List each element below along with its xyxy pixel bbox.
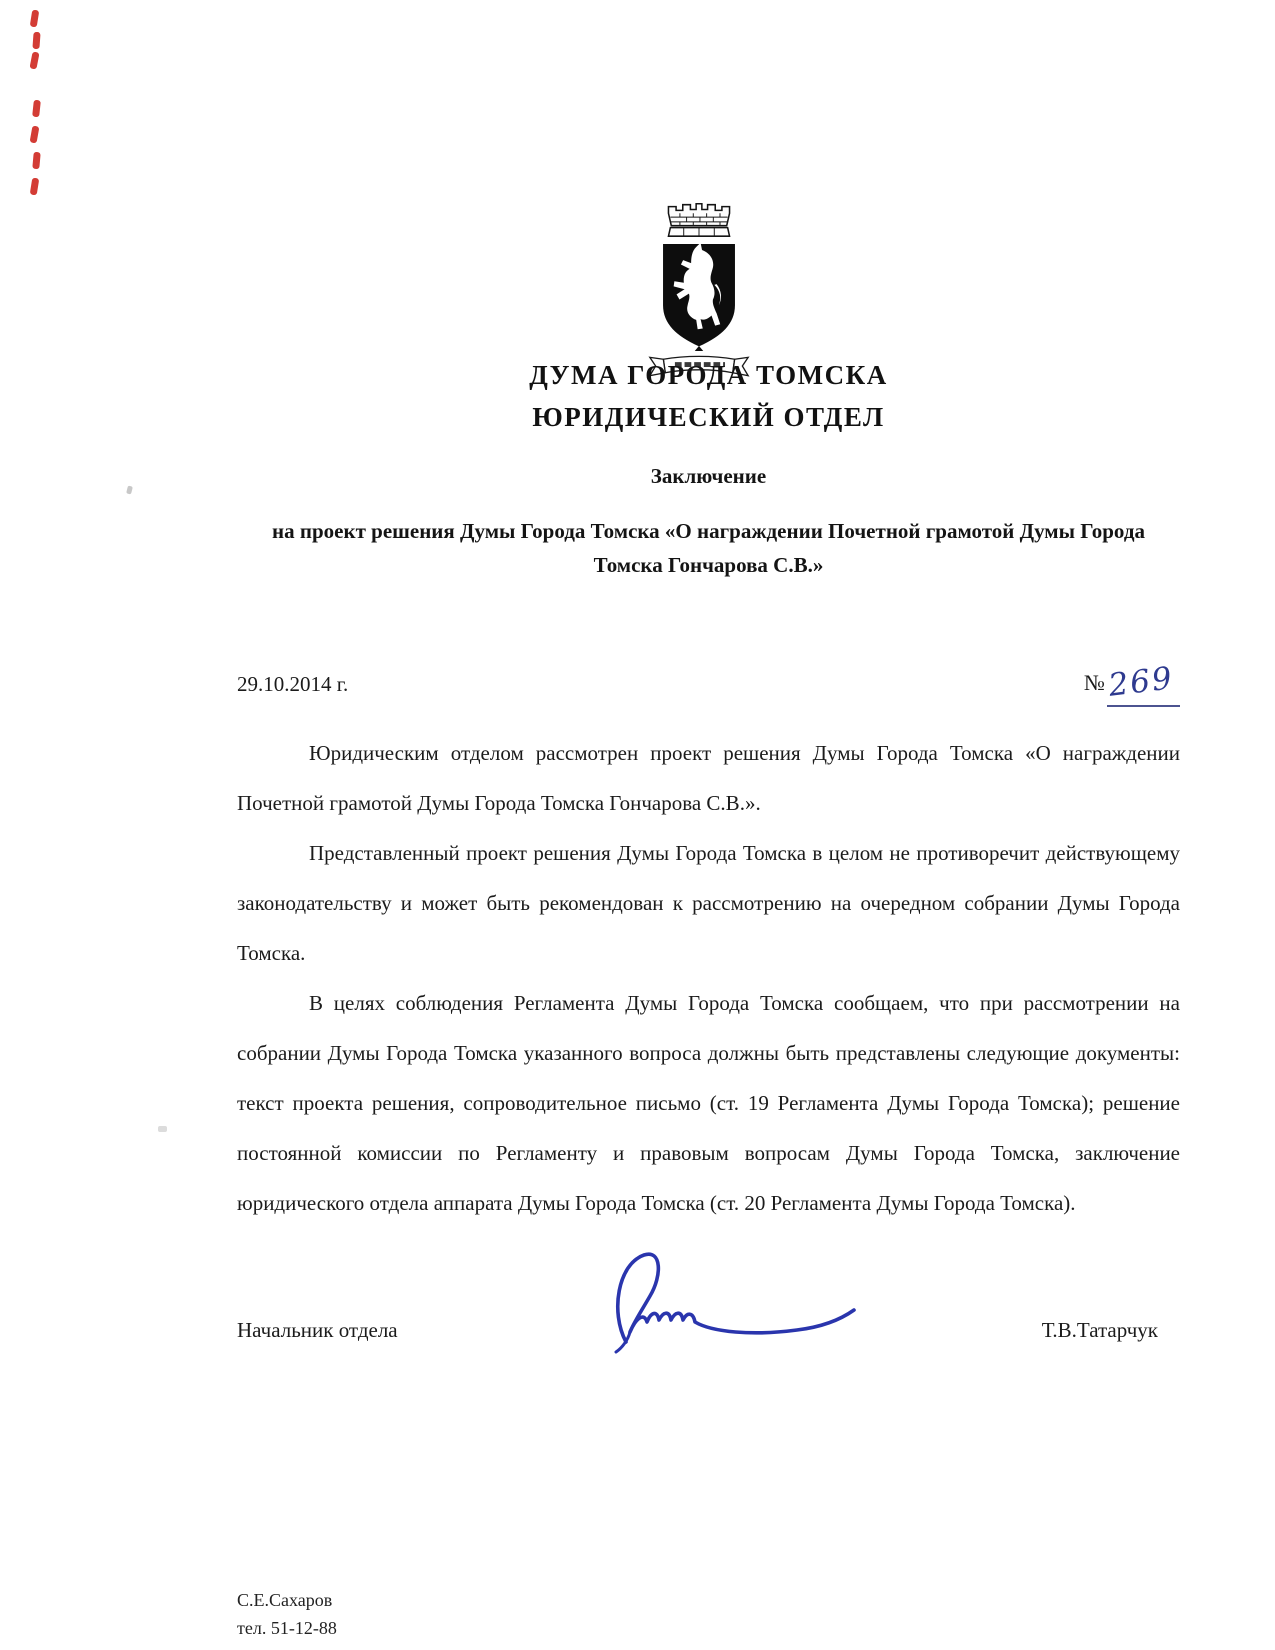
scan-speck: [126, 486, 133, 495]
org-name: ДУМА ГОРОДА ТОМСКА: [529, 360, 888, 390]
shield-with-horse-icon: [652, 241, 746, 351]
red-pen-mark: [30, 126, 40, 144]
document-body: [237, 728, 1180, 1228]
red-pen-mark: [29, 51, 39, 69]
executor-block: [237, 1586, 337, 1642]
red-pen-mark: [30, 178, 40, 196]
executor-phone: тел. 51-12-88: [237, 1618, 337, 1638]
paragraph: В целях соблюдения Регламента Думы Города Томска сообщаем, что при рассмотрении на собрании Думы Города Томска указанного вопроса должны быть представлены следующие документы: текст проекта решения, сопроводительное письмо (ст. 19 Регламента Думы Города Томска); решение постоянной комиссии по Регламенту и правовым вопросам Думы Города Томска, заключение юридического отдела аппарата Думы Города Томска (ст. 20 Регламента Думы Города Томска).: [237, 991, 1180, 1215]
red-pen-mark: [32, 100, 41, 118]
mural-crown-icon: [660, 198, 738, 240]
doc-title: Заключение: [650, 464, 767, 488]
paragraph: Юридическим отделом рассмотрен проект решения Думы Города Томска «О награждении Почетной грамотой Думы Города Томска Гончарова С.В.».: [237, 741, 1180, 815]
tomsk-coat-of-arms-icon: [645, 198, 753, 379]
dept-name: ЮРИДИЧЕСКИЙ ОТДЕЛ: [532, 402, 885, 432]
signer-name: Т.В.Татарчук: [1041, 1318, 1158, 1342]
handwritten-number: 269: [1106, 660, 1176, 704]
paragraph: Представленный проект решения Думы Города Томска в целом не противоречит действующему законодательству и может быть рекомендован к рассмотрению на очередном собрании Думы Города Томска.: [237, 841, 1180, 965]
ink-signature: [592, 1242, 882, 1357]
red-pen-mark: [32, 32, 40, 49]
red-pen-mark: [32, 152, 40, 170]
scan-speck: [158, 1126, 167, 1132]
doc-number: [1083, 660, 1180, 707]
number-sign: №: [1083, 670, 1105, 695]
doc-date: 29.10.2014 г.: [237, 672, 349, 696]
signer-position: Начальник отдела: [237, 1318, 398, 1342]
executor-name: С.Е.Сахаров: [237, 1590, 333, 1610]
red-pen-mark: [30, 10, 40, 28]
doc-subject: на проект решения Думы Города Томска «О награждении Почетной грамотой Думы Города Томска Гончарова С.В.»: [272, 519, 1145, 577]
date-number-row: [237, 660, 1180, 708]
handwritten-number-underline: [1106, 660, 1180, 707]
